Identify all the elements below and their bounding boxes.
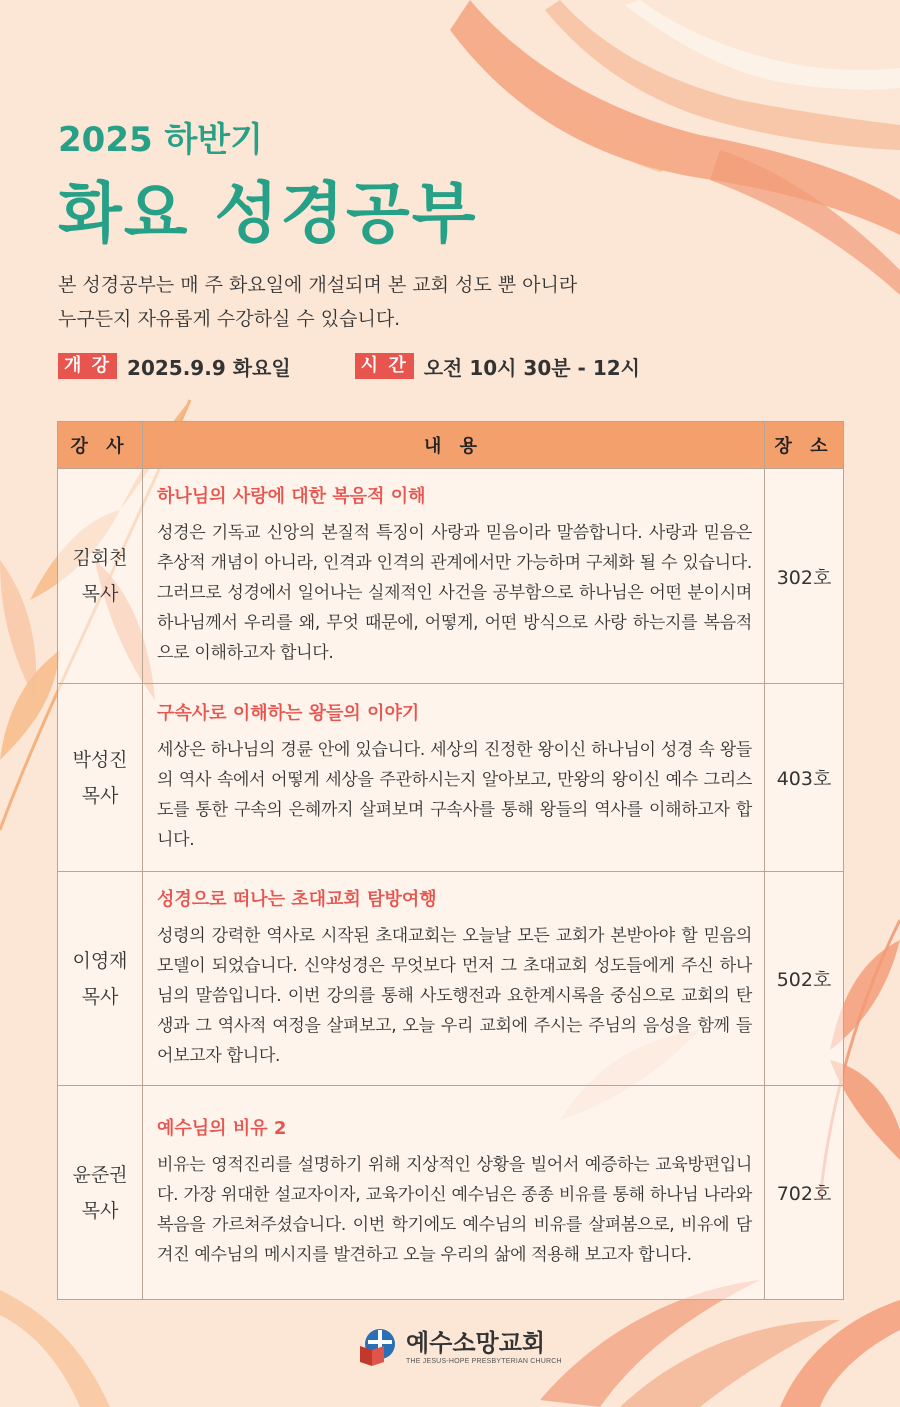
teacher-cell xyxy=(58,1086,143,1300)
header-teacher: 강 사 xyxy=(58,422,143,469)
header-room: 장 소 xyxy=(765,422,844,469)
teacher-title: 목사 xyxy=(81,583,119,605)
logo-text xyxy=(406,1330,562,1365)
poster-subtitle: 2025 하반기 xyxy=(58,120,263,160)
teacher-cell xyxy=(58,872,143,1086)
teacher-title: 목사 xyxy=(81,1199,119,1222)
intro-line: 누구든지 자유롭게 수강하실 수 있습니다. xyxy=(58,308,401,330)
church-name-english: THE JESUS-HOPE PRESBYTERIAN CHURCH xyxy=(406,1357,562,1365)
room-cell: 302호 xyxy=(765,469,844,684)
course-description: 비유는 영적진리를 설명하기 위해 지상적인 상황을 빌어서 예증하는 교육방편입니다. 가장 위대한 설교자이자, 교육가이신 예수님은 종종 비유를 통해 하나님 나라와 복음을 가르쳐주셨습니다. 이번 학기에도 예수님의 비유를 살펴봄으로, 비유에 담겨진 예수님의 메시지를 발견하고 오늘 우리의 삶에 적용해 보고자 합니다. xyxy=(157,1154,752,1265)
course-cell xyxy=(143,1086,765,1300)
course-cell xyxy=(143,469,765,684)
open-date-value: 2025.9.9 화요일 xyxy=(127,355,291,380)
teacher-name: 김회천 xyxy=(72,547,128,569)
table-row xyxy=(58,1086,844,1300)
room-cell: 502호 xyxy=(765,872,844,1086)
course-cell xyxy=(143,684,765,872)
course-description: 성령의 강력한 역사로 시작된 초대교회는 오늘날 모든 교회가 본받아야 할 믿음의 모델이 되었습니다. 신약성경은 무엇보다 먼저 그 초대교회 성도들에게 주신 하나님의 말씀입니다. 이번 강의를 통해 사도행전과 요한계시록을 중심으로 교회의 탄생과 그 역사적 여정을 살펴보고, 오늘 우리 교회에 주시는 주님의 음성을 함께 들어보고자 합니다. xyxy=(157,925,752,1066)
cross-book-icon xyxy=(356,1326,398,1368)
course-title: 예수님의 비유 2 xyxy=(157,1117,287,1139)
room-cell: 702호 xyxy=(765,1086,844,1300)
teacher-cell xyxy=(58,469,143,684)
church-name: 예수소망교회 xyxy=(406,1328,546,1357)
open-date-badge: 개 강 xyxy=(58,353,117,379)
table-header-row xyxy=(58,422,844,469)
teacher-name: 윤준권 xyxy=(72,1163,128,1186)
course-table xyxy=(57,421,844,1300)
table-row xyxy=(58,684,844,872)
intro-line: 본 성경공부는 매 주 화요일에 개설되며 본 교회 성도 뿐 아니라 xyxy=(58,274,578,296)
table-row xyxy=(58,469,844,684)
teacher-title: 목사 xyxy=(81,784,119,807)
time-badge: 시 간 xyxy=(355,353,414,379)
header-content: 내 용 xyxy=(143,422,765,469)
teacher-cell xyxy=(58,684,143,872)
course-title: 성경으로 떠나는 초대교회 탐방여행 xyxy=(157,888,437,910)
table-row xyxy=(58,872,844,1086)
poster-title: 화요 성경공부 xyxy=(58,175,478,252)
teacher-name: 박성진 xyxy=(72,748,128,771)
intro-text xyxy=(58,268,577,336)
course-description: 성경은 기독교 신앙의 본질적 특징이 사랑과 믿음이라 말씀합니다. 사랑과 믿음은 추상적 개념이 아니라, 인격과 인격의 관계에서만 가능하며 구체화 될 수 있습니다. 그러므로 성경에서 일어나는 실제적인 사건을 공부함으로 하나님은 어떤 분이시며 하나님께서 우리를 왜, 무엇 때문에, 어떻게, 어떤 방식으로 사랑 하는지를 복음적으로 이해하고자 합니다. xyxy=(157,523,752,663)
room-cell: 403호 xyxy=(765,684,844,872)
teacher-title: 목사 xyxy=(81,985,119,1008)
church-logo xyxy=(356,1326,562,1368)
course-description: 세상은 하나님의 경륜 안에 있습니다. 세상의 진정한 왕이신 하나님이 성경 속 왕들의 역사 속에서 어떻게 세상을 주관하시는지 알아보고, 만왕의 왕이신 예수 그리스도를 통한 구속의 은혜까지 살펴보며 구속사를 통해 왕들의 역사를 이해하고자 합니다. xyxy=(157,739,752,850)
course-cell xyxy=(143,872,765,1086)
course-title: 하나님의 사랑에 대한 복음적 이해 xyxy=(157,486,426,507)
time-value: 오전 10시 30분 - 12시 xyxy=(423,355,640,380)
teacher-name: 이영재 xyxy=(72,949,128,972)
course-title: 구속사로 이해하는 왕들의 이야기 xyxy=(157,702,420,724)
schedule-info xyxy=(58,352,640,380)
